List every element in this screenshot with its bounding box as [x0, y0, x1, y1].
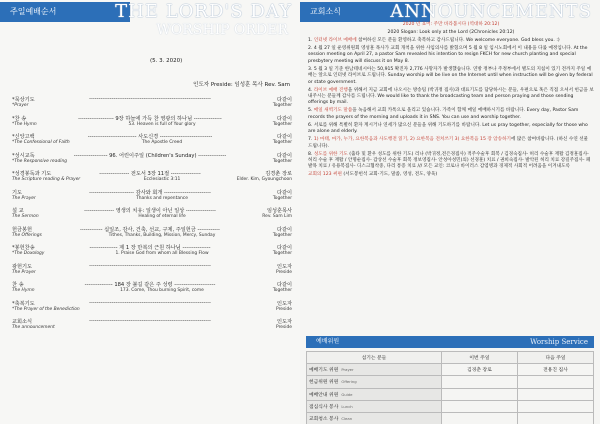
order-item: [12, 133, 292, 145]
announcement-item: [308, 67, 594, 86]
order-leader: 인도자: [276, 263, 292, 270]
serve-row: [307, 400, 594, 412]
order-leader: 다같이: [276, 282, 292, 288]
order-leader-en: Rev. Sam Lim: [262, 214, 292, 219]
order-detail: --------------- 제 1 장 만복의 근원 하나님 ---------------: [89, 245, 211, 251]
serve-next-week: 전용진 집사: [517, 364, 593, 376]
order-label-en: *The Responsive reading: [12, 158, 68, 164]
order-item: [12, 96, 292, 108]
order-label-en: *Prayer: [12, 103, 29, 108]
order-leader-en: Together: [272, 232, 292, 238]
serve-table: [306, 351, 594, 424]
order-detail-en: 173. Come, Thou burning Spirit, come: [120, 288, 204, 293]
order-label-en: The Prayer: [12, 195, 36, 201]
order-detail-en: Thanks and repentance: [136, 195, 188, 201]
right-tab: 교회소식: [300, 2, 430, 22]
preside-line: 인도자 Preside: 임성훈 목사 Rev. Sam: [193, 82, 290, 88]
order-leader-en: Elder. Kim, Gyoungchoon: [236, 177, 292, 182]
announcement-item: [308, 123, 594, 136]
serve-role-en: Guide: [341, 391, 353, 397]
slogan-en: 2020 Slogan: Look only at the Lord (2Chronicles 20:12): [387, 30, 515, 35]
order-leader: 다같이: [276, 152, 292, 159]
order-detail: ------------------ 96. 어린이주일 (Children's Sunday) ---------------: [73, 152, 227, 159]
order-detail-en: [88, 270, 236, 275]
serve-role: [307, 364, 442, 376]
announcement-item: [308, 152, 594, 171]
order-detail: -------------------------- 사도신경 ----------------------------: [87, 134, 213, 140]
order-label: 헌금봉헌: [12, 226, 33, 233]
order-leader-en: Preside: [276, 306, 292, 312]
order-leader: 임성훈목사: [266, 208, 292, 214]
serve-role-en: Lunch: [341, 403, 353, 409]
serve-next-week: [517, 388, 593, 400]
order-detail: ------------------------ 감사와 회개 -------------------------: [89, 189, 211, 196]
serve-role: [307, 388, 442, 400]
order-leader-en: Together: [272, 251, 292, 256]
order-label-en: The Prayer: [12, 269, 36, 275]
order-label: 찬 송: [12, 282, 24, 288]
order-detail-en: 53. Heaven is full of Your glory: [128, 121, 196, 127]
item-number: 5.: [308, 108, 314, 114]
announcements-page: [300, 0, 600, 424]
left-header: [0, 0, 300, 42]
order-item: [12, 207, 292, 219]
order-detail: ------------ 십일조, 감사, 건축, 선교, 구제, 주일헌금 ------------: [80, 226, 220, 233]
serve-next-week: [517, 400, 593, 412]
order-detail-en: Tithes, Thanks, Building, Mission, Mercy, Sunday: [108, 232, 216, 238]
order-detail: ------------------- 9장 하늘에 가득 찬 영광의 하나님 ---------------: [78, 115, 222, 122]
order-leader: 인도자: [276, 319, 292, 325]
serve-role-kr: 예배기도 위원: [309, 368, 339, 374]
order-leader: 인도자: [276, 300, 292, 307]
item-number: 8.: [308, 151, 314, 157]
order-label: 광헌기도: [12, 263, 33, 270]
order-label: *찬 송: [12, 115, 27, 122]
announcement-item: [308, 108, 594, 121]
serve-this-week: [441, 400, 517, 412]
order-detail: -----------------------------------------------------------------: [89, 299, 211, 306]
order-item: [12, 263, 292, 275]
order-leader-en: Together: [272, 288, 292, 293]
order-label-en: *The Doxology: [12, 251, 45, 256]
order-detail-en: [88, 307, 236, 312]
serve-this-week: 김경춘 장로: [441, 364, 517, 376]
announcement-item: [308, 172, 594, 178]
item-number: 6.: [308, 122, 314, 128]
order-leader-en: Together: [272, 103, 292, 108]
order-label-en: The Sermon: [12, 214, 39, 219]
item-text: 에 많은 참여바랍니다. (하신 수연 선물 드립니다).: [308, 137, 589, 149]
order-leader-en: Together: [272, 158, 292, 164]
item-text: 서로를 위해 특별히 환자 계시거나 연세가 많으신 분들을 위해 기도하기를 바랍니다. Let us pray together, especially for those who are alone and elderly.: [308, 122, 588, 135]
order-leader-en: Together: [272, 121, 292, 127]
serve-role-kr: 교회청소 봉사: [309, 417, 339, 423]
serve-column-header: 다음 주일: [517, 352, 593, 364]
order-item: [12, 189, 292, 201]
serve-role-kr: 점심식사 봉사: [309, 404, 339, 410]
item-number: 3.: [308, 66, 314, 72]
order-label: 설 교: [12, 208, 24, 214]
serve-title: 예배위원: [316, 338, 340, 345]
order-detail: -----------------------------------------------------------------: [89, 318, 211, 324]
left-big-title: THE LORD'S DAY: [115, 1, 292, 22]
serve-this-week: [441, 376, 517, 388]
worship-service-box: [306, 336, 594, 424]
announcement-item: [308, 88, 594, 107]
left-tab: 주일예배순서: [0, 2, 130, 22]
order-item: [12, 115, 292, 127]
serve-role-en: Offering: [341, 379, 357, 385]
order-detail-en: 1. Praise God from whom all Blessing Flow: [115, 251, 209, 256]
order-label: *성시교독: [12, 152, 35, 159]
order-label: *묵상기도: [12, 97, 35, 103]
announcement-list: [308, 38, 594, 179]
item-text: 을 위해서 지금 교회에 나오시는 방송팀 (박귀정 집사)과 대표기도를 담당하시는 분들, 우편으로 혹은 직접 오셔서 헌금을 보내주시는 분들께 감사를 드립니다. We would like to thank the broadcasting team and person praying and those sending offerings by mail.: [308, 87, 594, 106]
order-item: [12, 281, 292, 293]
serve-row: [307, 388, 594, 400]
order-leader: 다같이: [276, 97, 292, 103]
order-label: *봉헌찬송: [12, 245, 35, 251]
order-leader: 다같이: [276, 245, 292, 251]
order-detail: -----------------------------------------------------------------: [89, 262, 211, 269]
item-highlight: 교회의 123 써편: [308, 172, 342, 178]
serve-table-header: [307, 352, 594, 364]
serve-row: [307, 412, 594, 424]
serve-table-body: [307, 364, 594, 424]
serve-next-week: [517, 376, 593, 388]
serve-column-header: 이번 주일: [441, 352, 517, 364]
item-number: 4.: [308, 87, 314, 93]
order-label-en: The announcement: [12, 325, 55, 330]
order-detail: ---------------- 전도서 3장 11절 ----------------: [99, 171, 201, 177]
item-text: 을 녹음해서 교회 카톡으로 올리고 있습니다. 가족이 함께 매일 예배하시기를 바랍니다. Every day, Pastor Sam records the prayers of the morning and uploads it in SNS. You can use and worship together.: [308, 108, 579, 120]
order-label: *축복기도: [12, 300, 35, 307]
order-item: [12, 318, 292, 330]
service-date: (5. 3. 2020): [150, 58, 183, 64]
serve-role-kr: 헌금위원 위원: [309, 380, 339, 386]
serve-row: [307, 364, 594, 376]
item-text: (서도봉헌석 교회-기도, 말씀, 영성, 전도, 양육): [341, 172, 438, 178]
item-highlight: 1) 마태, 마가, 누가, 요한복음과 사도행전 읽기, 2) 요한복음 전쳐쓰기 3) 요한복음 15 장 암송하기: [313, 137, 511, 143]
order-item: [12, 170, 292, 182]
order-leader: 다같이: [276, 134, 292, 140]
order-leader: 김경춘 장로: [265, 171, 292, 177]
order-leader: 다같이: [276, 115, 292, 122]
order-detail: ---------------- 영생의 치유: 일생이 아닌 일상 ----------------: [84, 208, 216, 214]
announcement-item: [308, 38, 594, 44]
serve-role-en: Prayer: [341, 367, 354, 373]
order-label-en: The Scripture reading & Prayer: [12, 177, 81, 182]
item-text: (출타 및 환우 성도를 위한 기도) 리나 (박귀정,전은경집사) 적주수술후 회복 / 김경숙집사- 허리 수술후 재활 김정훈집사- 허리 수술 후 재활 / 안명순집사- 갑상선 수술후 회복 정보영집사- 안성아성민(의) 선경훈) 치료 / 권희숙집사- 발악된 허리 치료 강길주집사- 폐 발목 치료 / 유용복집사- 디스크협착중, 다리 통증 치료 /// 모든 교인: 코로나 바이러스 감염병과 경제적 사회적 어려움을 이겨내도록: [308, 151, 591, 170]
serve-role-en: Clean: [341, 416, 353, 422]
order-label-en: *The Confessional of Faith: [12, 140, 70, 145]
order-label: 기도: [12, 189, 23, 196]
item-text: 4 월 27 일 운영위원회 영성훈 목사가 교회 개척을 위한 사임의사를 밝혔으며 5 월 8 일 임시노회에서 이 내용을 다룰 예정입니다. At the session meeting on April 27, a pastor Sam revealed his intention to resign FKCH for new church planting and special presbytery meeting will discuss it on May 8.: [308, 46, 588, 64]
serve-role: [307, 412, 442, 424]
order-label: 교회소식: [12, 319, 33, 325]
order-detail-en: The Apostle Creed: [141, 140, 183, 145]
slogan-kr: 2020 년 표어: 주만 바라봅시다 (역대하 20:12): [402, 22, 500, 27]
order-label: *성경봉독과 기도: [12, 171, 52, 177]
order-label: *신앙고백: [12, 134, 35, 140]
item-text: 5 월 3 일 기준 한남테네시아는 50,915 확진자 2,776 사망자가 발생했습니다. 연방 정부나 주정부에서 별도의 지침이 있기 전까지 주일 예배는 앞으로 인터넷 라이브로 드립니다. Sunday worship will be live on the Internet until when instruction will be given by federal or state government.: [308, 66, 593, 85]
order-detail-en: Ecclesiastic 3:11: [143, 177, 181, 182]
left-big-subtitle: WORSHIP ORDER: [156, 22, 288, 38]
item-highlight: 라이브 예배 진행: [313, 87, 348, 93]
item-number: 2.: [308, 46, 314, 51]
serve-role: [307, 400, 442, 412]
serve-column-header: 섬기는 분들: [307, 352, 442, 364]
order-label-en: The Offerings: [12, 232, 42, 238]
order-label-en: *The Prayer of the Benediction: [12, 306, 80, 312]
order-leader-en: Preside: [276, 325, 292, 330]
announcement-body: [308, 22, 594, 180]
order-item: [12, 300, 292, 312]
serve-row: [307, 376, 594, 388]
serve-role-kr: 예배안내 위원: [309, 392, 339, 398]
order-item: [12, 152, 292, 164]
item-number: 7.: [308, 137, 314, 143]
order-detail-en: Healing of eternal life: [138, 214, 186, 219]
serve-role: [307, 376, 442, 388]
serve-next-week: [517, 412, 593, 424]
serve-header: [306, 336, 594, 348]
order-leader-en: Together: [272, 195, 292, 201]
order-item: [12, 244, 292, 256]
serve-title-en: Worship Service: [530, 338, 588, 346]
order-label-en: *The Hymn: [12, 121, 37, 127]
item-highlight: 인터넷 라이브 예배에: [313, 38, 357, 43]
order-leader: 다같이: [276, 189, 292, 196]
order-leader-en: Preside: [276, 269, 292, 275]
serve-this-week: [441, 388, 517, 400]
announcement-item: [308, 46, 594, 65]
right-big-title: ANNOUNCEMENTS: [390, 1, 592, 22]
item-highlight: 성도를 위한 기도: [313, 151, 348, 157]
order-detail: --------------- 184 장 불길 같은 주 성령 ----------------------: [84, 282, 216, 288]
serve-this-week: [441, 412, 517, 424]
order-list: [12, 96, 292, 337]
order-leader-en: Together: [272, 140, 292, 145]
order-leader: 다같이: [276, 226, 292, 233]
item-highlight: 매일 새벽기도 말씀: [313, 108, 353, 114]
order-detail: -----------------------------------------------------------------: [89, 96, 211, 102]
order-detail-en: [88, 159, 236, 164]
order-item: [12, 226, 292, 238]
announcement-item: [308, 137, 594, 150]
order-detail-en: [88, 325, 236, 330]
order-detail-en: [88, 103, 236, 108]
item-number: 1.: [308, 38, 314, 43]
item-text: 참여하신 모든 분들 환영하고 축복하고 감사드립니다. We welcome everyone. God bless you. :): [356, 38, 560, 43]
order-label-en: The Hymn: [12, 288, 35, 293]
